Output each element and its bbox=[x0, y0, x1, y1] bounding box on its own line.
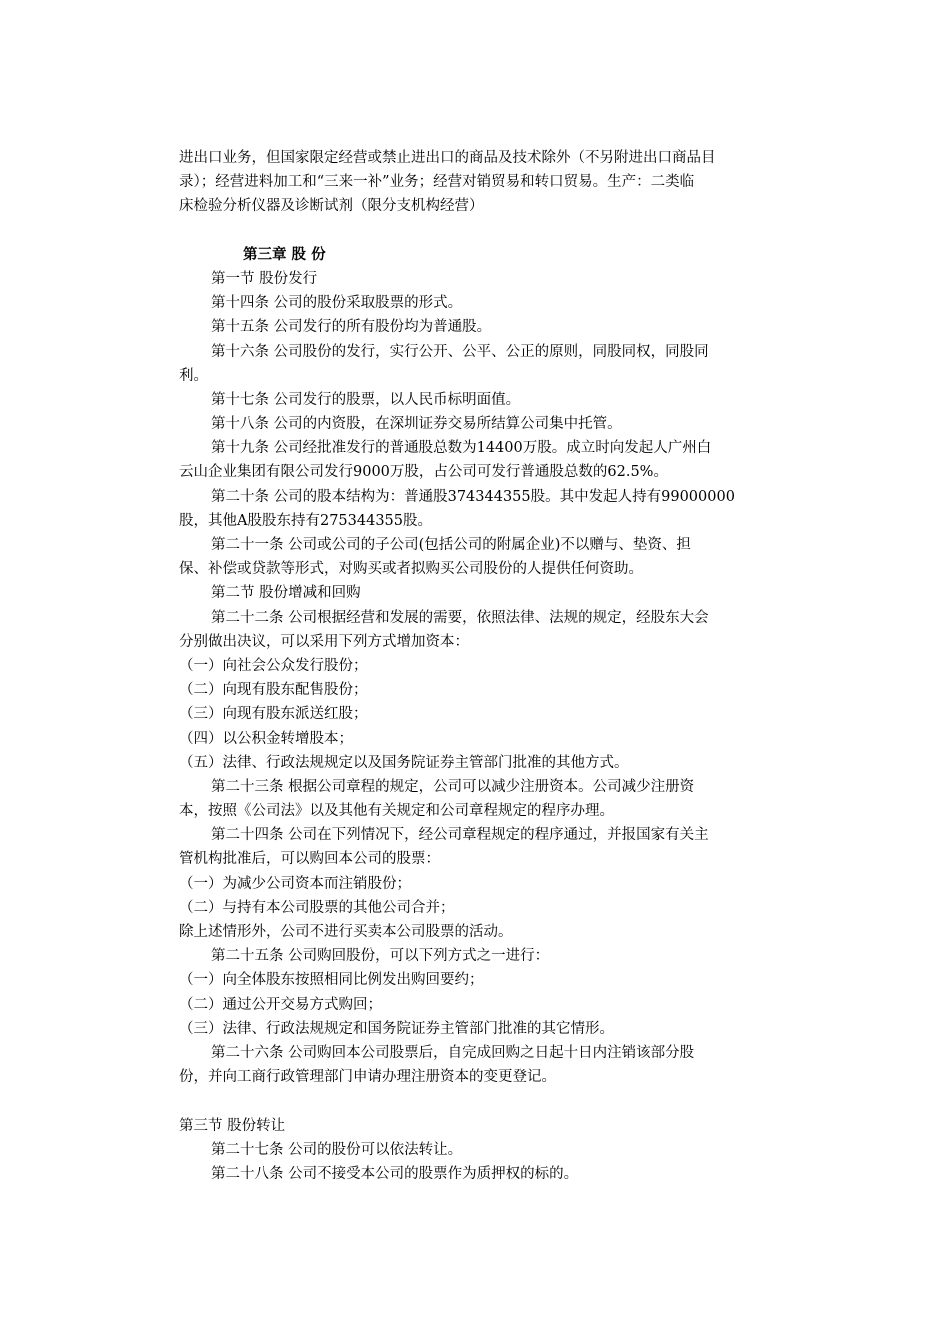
section-title: 第一节 股份发行 bbox=[211, 270, 318, 287]
list-item: （三）法律、行政法规规定和国务院证券主管部门批准的其它情形。 bbox=[179, 1020, 614, 1037]
article-line: 第二十六条 公司购回本公司股票后，自完成回购之日起十日内注销该部分股 bbox=[211, 1044, 695, 1061]
section-title: 第三节 股份转让 bbox=[179, 1117, 286, 1134]
article-line: 第二十四条 公司在下列情况下，经公司章程规定的程序通过，并报国家有关主 bbox=[211, 827, 709, 844]
article-line: 第二十七条 公司的股份可以依法转让。 bbox=[211, 1141, 463, 1158]
article-line: 第二十条 公司的股本结构为：普通股374344355股。其中发起人持有99000000 bbox=[211, 488, 735, 505]
article-line: 保、补偿或贷款等形式，对购买或者拟购买公司股份的人提供任何资助。 bbox=[179, 561, 643, 578]
article-line: 第十五条 公司发行的所有股份均为普通股。 bbox=[211, 319, 492, 336]
list-item: （四）以公积金转增股本； bbox=[179, 730, 353, 747]
list-item: （一）向全体股东按照相同比例发出购回要约； bbox=[179, 972, 484, 989]
spacer bbox=[179, 219, 769, 243]
article-line: 第二十五条 公司购回股份，可以下列方式之一进行： bbox=[211, 948, 550, 965]
article-line: 股，其他A股股东持有275344355股。 bbox=[179, 512, 432, 529]
chapter-title: 第三章 股 份 bbox=[243, 245, 326, 263]
article-line: 第十九条 公司经批准发行的普通股总数为14400万股。成立时向发起人广州白 bbox=[211, 440, 712, 457]
spacer bbox=[179, 1089, 769, 1113]
article-line: 第十七条 公司发行的股票，以人民币标明面值。 bbox=[211, 391, 521, 408]
article-line: 第二十八条 公司不接受本公司的股票作为质押权的标的。 bbox=[211, 1165, 579, 1182]
article-line: 利。 bbox=[179, 367, 208, 384]
intro-line: 床检验分析仪器及诊断试剂（限分支机构经营） bbox=[179, 198, 484, 215]
article-line: 第二十三条 根据公司章程的规定，公司可以减少注册资本。公司减少注册资 bbox=[211, 778, 695, 795]
section-title: 第二节 股份增减和回购 bbox=[211, 585, 361, 602]
article-line: 管机构批准后，可以购回本公司的股票： bbox=[179, 851, 440, 868]
article-line: 第十八条 公司的内资股，在深圳证券交易所结算公司集中托管。 bbox=[211, 416, 622, 433]
list-item: （五）法律、行政法规规定以及国务院证券主管部门批准的其他方式。 bbox=[179, 754, 629, 771]
article-line: 第十六条 公司股份的发行，实行公开、公平、公正的原则，同股同权，同股同 bbox=[211, 343, 709, 360]
list-item: （二）通过公开交易方式购回； bbox=[179, 996, 382, 1013]
article-line: 第十四条 公司的股份采取股票的形式。 bbox=[211, 295, 463, 312]
document-body bbox=[179, 146, 769, 1186]
article-line: 除上述情形外，公司不进行买卖本公司股票的活动。 bbox=[179, 924, 513, 940]
intro-line: 录）；经营进料加工和“三来一补”业务；经营对销贸易和转口贸易。生产：二类临 bbox=[179, 174, 695, 191]
list-item: （一）为减少公司资本而注销股份； bbox=[179, 875, 411, 892]
article-line: 本，按照《公司法》以及其他有关规定和公司章程规定的程序办理。 bbox=[179, 803, 614, 820]
list-item: （二）与持有本公司股票的其他公司合并； bbox=[179, 899, 455, 916]
article-line: 云山企业集团有限公司发行9000万股，占公司可发行普通股总数的62.5%。 bbox=[179, 464, 668, 481]
list-item: （一）向社会公众发行股份； bbox=[179, 657, 368, 674]
article-line: 份，并向工商行政管理部门申请办理注册资本的变更登记。 bbox=[179, 1069, 556, 1086]
article-line: 第二十一条 公司或公司的子公司(包括公司的附属企业)不以赠与、垫资、担 bbox=[211, 537, 691, 553]
list-item: （二）向现有股东配售股份； bbox=[179, 682, 368, 699]
article-line: 分别做出决议，可以采用下列方式增加资本： bbox=[179, 633, 469, 650]
list-item: （三）向现有股东派送红股； bbox=[179, 706, 368, 723]
article-line: 第二十二条 公司根据经营和发展的需要，依照法律、法规的规定，经股东大会 bbox=[211, 609, 709, 626]
intro-line: 进出口业务，但国家限定经营或禁止进出口的商品及技术除外（不另附进出口商品目 bbox=[179, 150, 716, 166]
